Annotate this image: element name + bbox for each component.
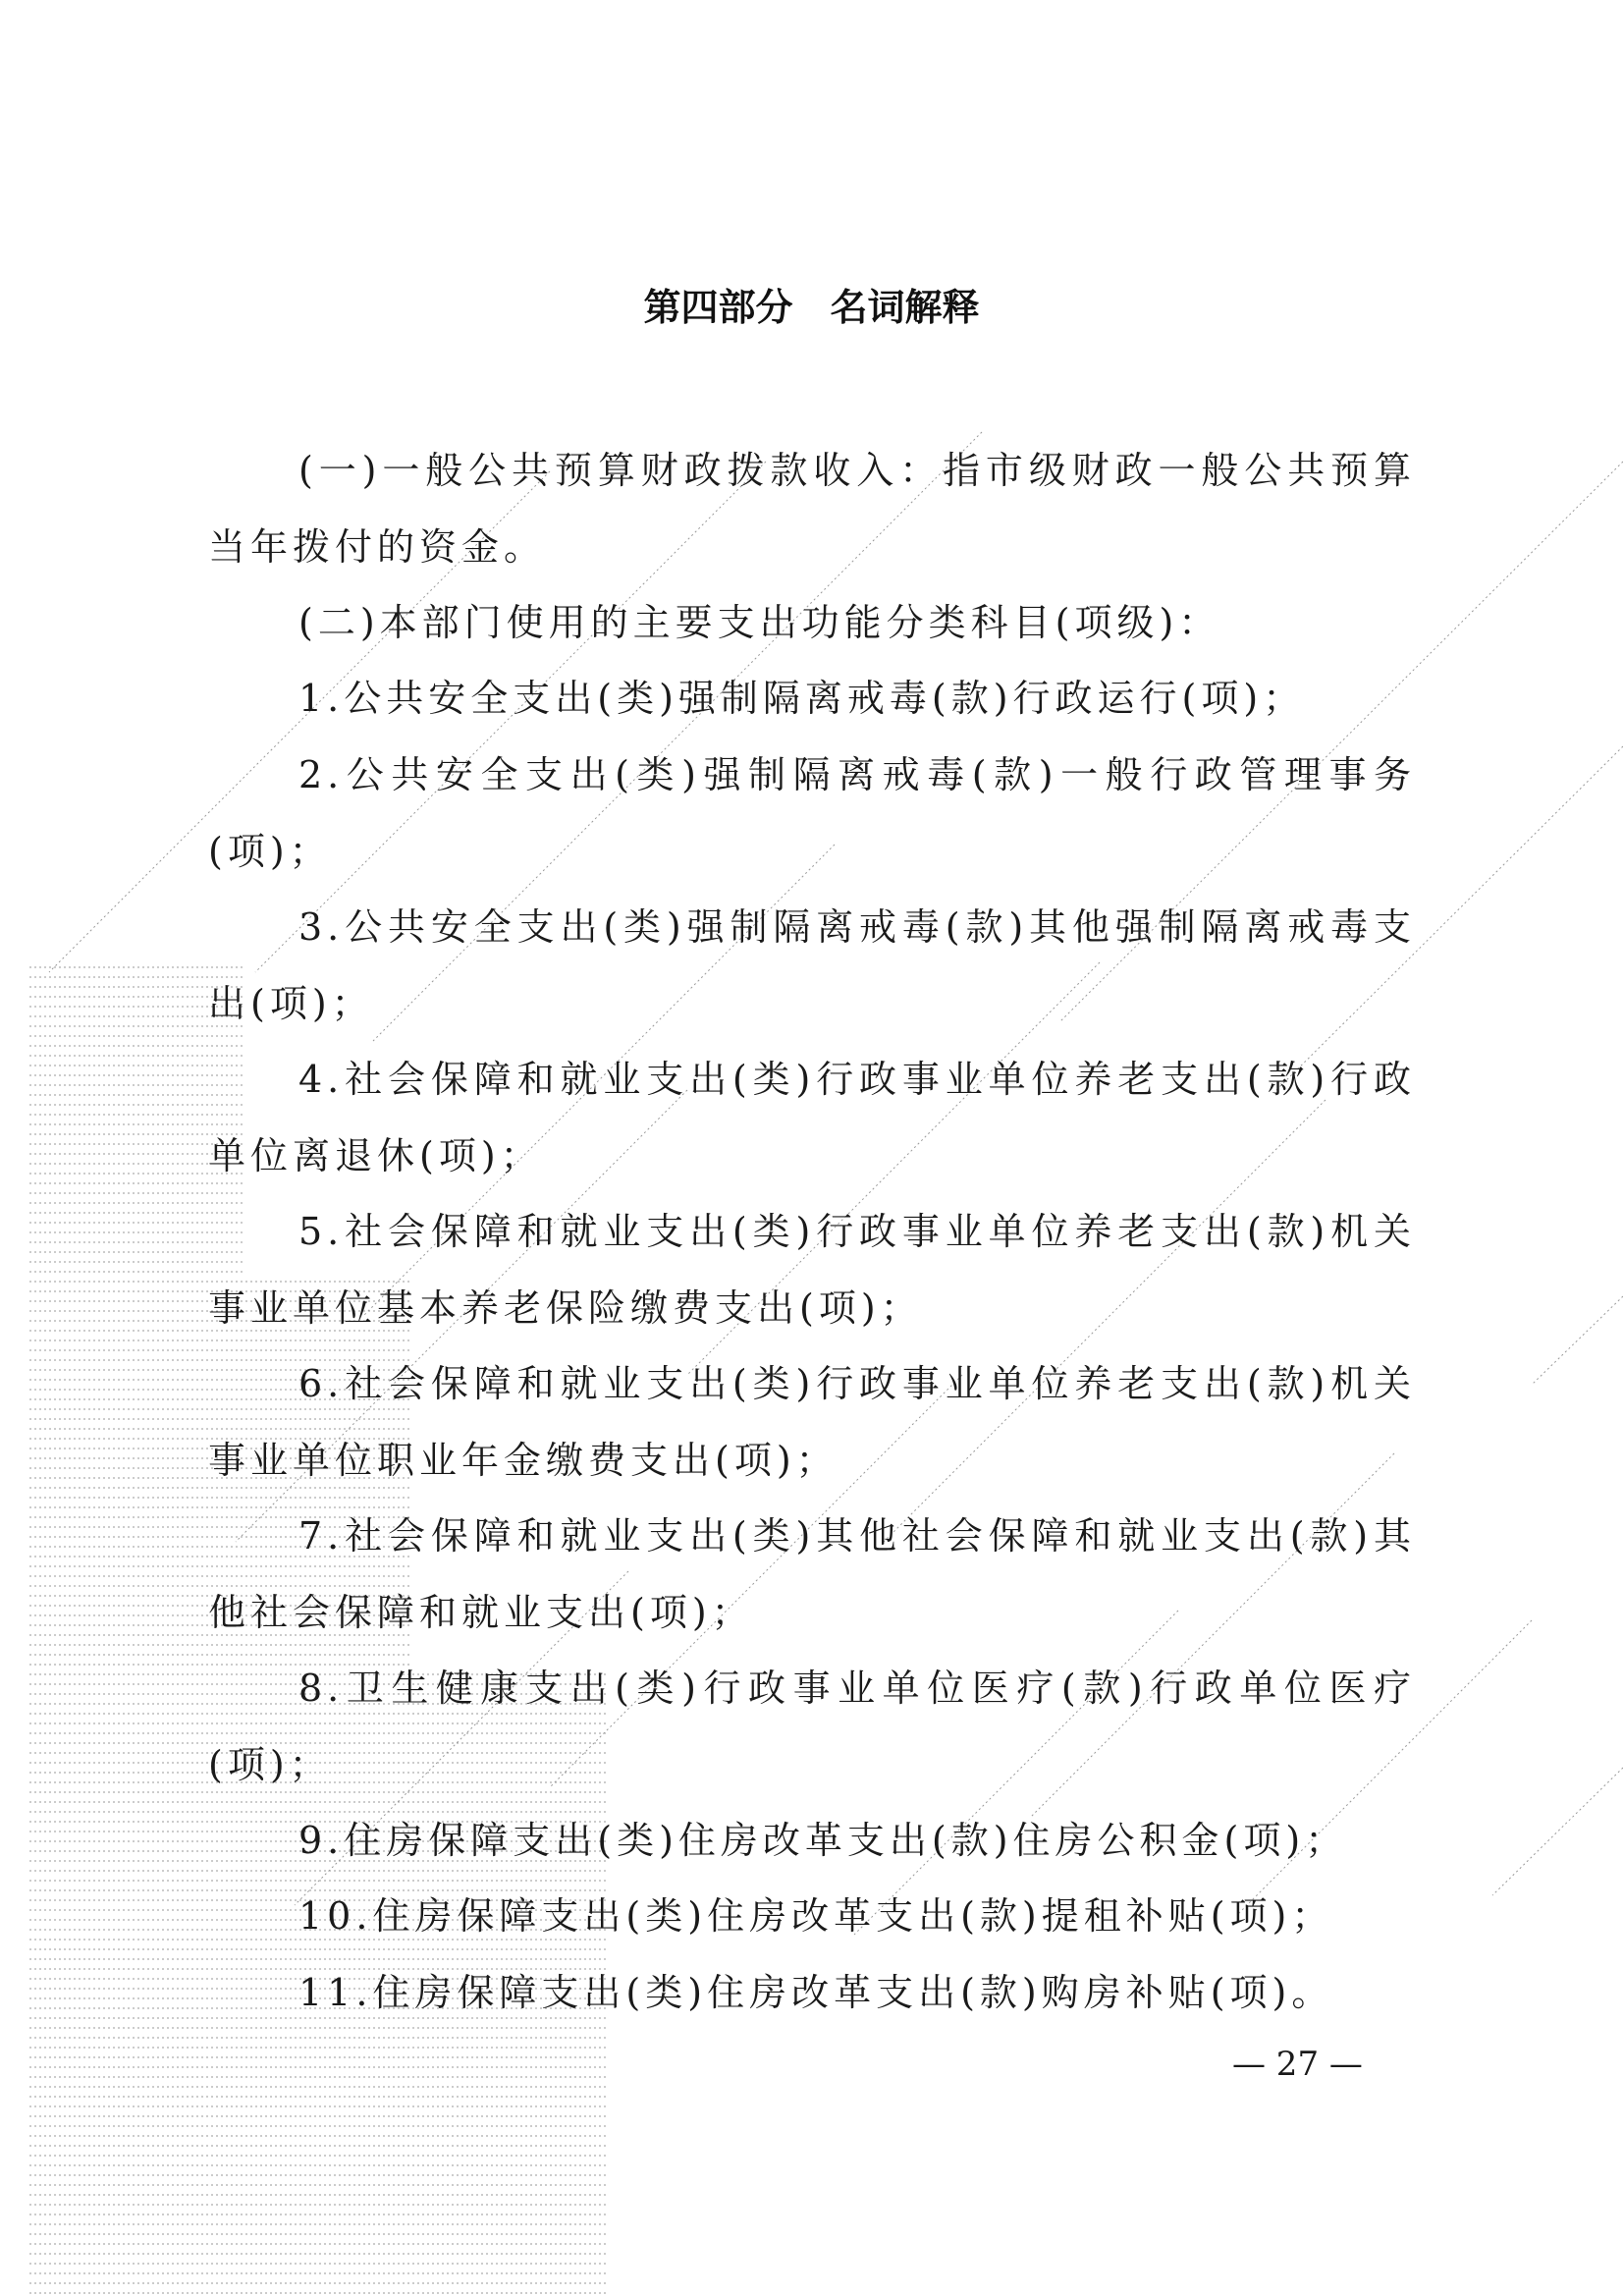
list-item-6: 6.社会保障和就业支出(类)行政事业单位养老支出(款)机关事业单位职业年金缴费支出(项)； [208,1362,1416,1482]
list-item-11: 11.住房保障支出(类)住房改革支出(款)购房补贴(项)。 [298,1971,1334,2014]
list-item-10: 10.住房保障支出(类)住房改革支出(款)提租补贴(项)； [298,1894,1334,1938]
list-item-7: 7.社会保障和就业支出(类)其他社会保障和就业支出(款)其他社会保障和就业支出(项)； [208,1514,1416,1634]
list-item-2: 2.公共安全支出(类)强制隔离戒毒(款)一般行政管理事务(项)； [208,753,1416,873]
list-item-4: 4.社会保障和就业支出(类)行政事业单位养老支出(款)行政单位离退休(项)； [208,1058,1416,1177]
list-item-8: 8.卫生健康支出(类)行政事业单位医疗(款)行政单位医疗(项)； [208,1667,1416,1786]
list-item-3: 3.公共安全支出(类)强制隔离戒毒(款)其他强制隔离戒毒支出(项)； [208,905,1416,1025]
page-title-text: 第四部分 名词解释 [643,286,980,329]
list-item-5: 5.社会保障和就业支出(类)行政事业单位养老支出(款)机关事业单位基本养老保险缴费支出(项)； [208,1210,1416,1330]
list-item-1: 1.公共安全支出(类)强制隔离戒毒(款)行政运行(项)； [298,677,1306,720]
page-title [0,277,1623,331]
list-item-9: 9.住房保障支出(类)住房改革支出(款)住房公积金(项)； [298,1819,1348,1862]
paragraph-1: (一)一般公共预算财政拨款收入：指市级财政一般公共预算当年拨付的资金。 [208,449,1416,569]
paragraph-2: (二)本部门使用的主要支出功能分类科目(项级)： [298,601,1221,644]
page-number: — 27 — [1232,2045,1363,2084]
